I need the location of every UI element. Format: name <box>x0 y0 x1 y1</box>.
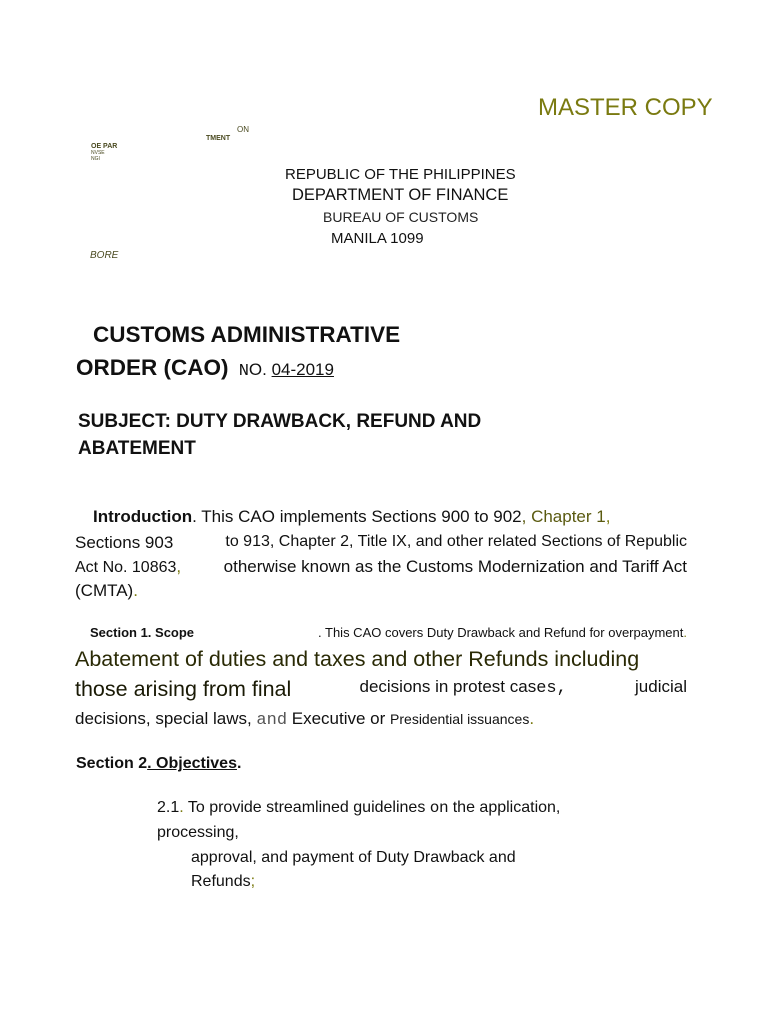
intro-heading: Introduction <box>93 507 193 526</box>
section1-text-1c: . This CAO covers Duty Drawback and Refund for overpayment <box>318 625 684 640</box>
intro-text-1c: , <box>605 507 611 526</box>
order-title-o: O. <box>248 360 272 379</box>
order-title-line2 <box>76 355 334 381</box>
stamp-text-tment: TMENT <box>206 135 231 142</box>
section1-line2: Abatement of duties and taxes and other Refunds including <box>75 647 640 671</box>
objective-dot: . <box>179 799 184 816</box>
intro-text-2a: Sections 903 <box>75 533 174 552</box>
section1-text-3a: those arising from final <box>75 677 292 701</box>
intro-text-1a: . This CAO implements Sections 900 to 902 <box>192 507 522 526</box>
city-heading: MANILA 1099 <box>331 230 424 247</box>
intro-line4 <box>75 581 138 601</box>
stamp-text-on: ON <box>237 125 249 134</box>
objective-text-1a: To provide streamlined guidelines <box>183 799 430 816</box>
objective-2-1-line1 <box>157 799 560 817</box>
stamp-text-oe-par: OE PAR <box>91 143 118 150</box>
republic-heading: REPUBLIC OF THE PHILIPPINES <box>285 166 516 183</box>
objective-text-4b: ; <box>250 873 256 890</box>
stamp-text-small2: NGI <box>91 156 100 162</box>
order-title-cao: CAO) <box>171 355 229 380</box>
bureau-heading: BUREAU OF CUSTOMS <box>323 209 479 225</box>
intro-text-3c: otherwise known as the Customs Modernization and Tariff Act <box>223 557 687 576</box>
intro-text-1 <box>75 507 610 527</box>
intro-text-2b: to 913, Chapter 2, Title IX, and other related Sections of Republic <box>225 533 687 550</box>
objective-text-1c: n the application, <box>439 799 561 816</box>
section1-text-3c: es, <box>536 679 567 698</box>
order-number: 04-2019 <box>271 360 334 379</box>
intro-text-4b: . <box>133 581 138 600</box>
section1-scope-text <box>318 625 687 640</box>
objective-number: 2.1 <box>157 799 180 816</box>
section1-text-4c: Executive or <box>287 709 391 728</box>
intro-text-3a: Act No. 10863 <box>75 559 177 576</box>
intro-text-4a: (CMTA) <box>75 581 134 600</box>
order-title-line1: CUSTOMS ADMINISTRATIVE <box>93 322 401 347</box>
objective-2-1-line4 <box>191 873 255 891</box>
section2-objectives: . Objectives <box>147 755 237 772</box>
order-title-n: N <box>228 362 249 381</box>
intro-line1 <box>75 507 687 527</box>
intro-text-3 <box>75 557 181 577</box>
intro-text-3b: , <box>176 557 182 576</box>
section1-number: Section 1 <box>90 625 148 640</box>
section1-line1 <box>75 625 687 640</box>
section1-heading <box>90 625 194 640</box>
objective-2-1-line3: approval, and payment of Duty Drawback and <box>191 849 516 866</box>
intro-text-1b: , Chapter 1 <box>521 507 606 526</box>
section1-line3 <box>75 677 687 702</box>
bore-stamp-text: BORE <box>90 250 119 261</box>
master-copy-label: MASTER COPY <box>538 94 713 121</box>
section1-text-3b: decisions in protest cas <box>359 677 537 696</box>
subject-line1: SUBJECT: DUTY DRAWBACK, REFUND AND <box>78 411 482 432</box>
section1-text-4d: Presidential issuances <box>390 711 530 727</box>
section1-text-4b: and <box>256 711 288 730</box>
section1-text-4a: decisions, special laws, <box>75 709 257 728</box>
order-title-order: ORDER ( <box>76 355 171 380</box>
intro-line3 <box>75 557 687 577</box>
intro-line2 <box>75 533 687 553</box>
department-heading: DEPARTMENT OF FINANCE <box>292 186 509 204</box>
section2-heading <box>76 755 241 773</box>
objective-text-1b: o <box>429 799 440 817</box>
section1-text-1d: . <box>683 625 687 640</box>
section1-line4 <box>75 709 534 730</box>
stamp-text-small1: NVSE <box>91 150 105 156</box>
section1-text-4e: . <box>529 709 535 728</box>
section2-dot: . <box>236 755 242 772</box>
section1-text-3d: judicial <box>635 677 687 696</box>
section2-number: Section 2 <box>76 755 148 772</box>
section1-scope: . Scope <box>147 625 195 640</box>
objective-text-4a: Refunds <box>191 873 251 890</box>
subject-line2: ABATEMENT <box>78 438 196 459</box>
section1-text-3bc <box>360 677 567 702</box>
objective-2-1-line2: processing, <box>157 824 239 841</box>
